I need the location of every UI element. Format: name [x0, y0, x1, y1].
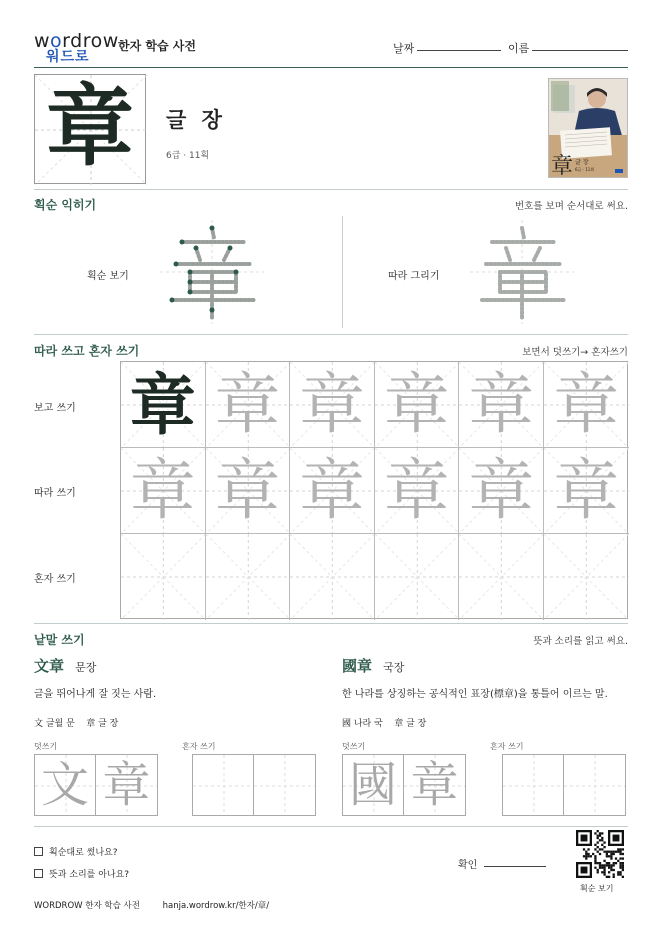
practice-grid: [120, 361, 628, 619]
practice-cell[interactable]: [459, 362, 544, 448]
logo-text-ko: 워드로: [46, 49, 90, 65]
practice-character: 章: [383, 452, 450, 529]
confirm-field[interactable]: [484, 866, 546, 867]
trace-label: 따라 그리기: [388, 271, 440, 282]
thumb-sub: 6급 · 11획: [575, 167, 595, 172]
practice-character: 章: [553, 452, 620, 529]
practice-cell[interactable]: [121, 534, 206, 620]
word-cell[interactable]: [35, 755, 96, 815]
name-label: 이름: [508, 42, 530, 55]
stroke-view-label: 획순 보기: [87, 271, 129, 282]
stroke-section-note: 번호를 보며 순서대로 써요.: [514, 201, 628, 212]
word-cell[interactable]: [404, 755, 465, 815]
wordrow-logo[interactable]: [34, 30, 119, 68]
stroke-section-title: 획순 익히기: [34, 198, 97, 212]
word-trace-character: 章: [102, 757, 151, 813]
thumb-badge: [615, 169, 623, 173]
word-1-heading: [34, 655, 96, 676]
word-2-trace-box[interactable]: [342, 754, 466, 816]
footer-url[interactable]: hanja.wordrow.kr/한자/章/: [162, 901, 270, 911]
name-field[interactable]: [532, 50, 628, 51]
words-section-title: 낱말 쓰기: [34, 633, 85, 647]
word-cell[interactable]: [254, 755, 315, 815]
row-label-look: 보고 쓰기: [34, 403, 76, 414]
qr-caption: 획순 보기: [580, 884, 614, 893]
word-cell[interactable]: [564, 755, 625, 815]
practice-character: 章: [468, 366, 535, 443]
word-2-definition: 한 나라를 상징하는 공식적인 표장(標章)을 통틀어 이르는 말.: [342, 689, 608, 700]
word-1-self-label: 혼자 쓰기: [182, 742, 216, 751]
thumb-character: 章: [551, 154, 574, 178]
hanja-meaning-sound: 글 장: [166, 108, 226, 132]
word-1-reading: 문장: [75, 661, 97, 674]
stroke-divider: [342, 216, 343, 328]
hanja-grade-strokes: 6급 · 11획: [166, 151, 210, 161]
study-illustration: [548, 78, 628, 178]
practice-cell[interactable]: [375, 448, 460, 534]
divider-1: [34, 189, 628, 190]
word-1-trace-label: 덧쓰기: [34, 742, 58, 751]
practice-cell[interactable]: [459, 534, 544, 620]
app-title: 한자 학습 사전: [118, 39, 196, 53]
practice-character: 章: [298, 452, 365, 529]
row-label-self: 혼자 쓰기: [34, 574, 76, 585]
word-2-hanja: 國章: [342, 657, 373, 675]
practice-character: 章: [129, 452, 196, 529]
date-label: 날짜: [393, 42, 415, 55]
main-hanja-character: 章: [45, 74, 134, 178]
checklist-item-2-label: 뜻과 소리를 아나요?: [49, 870, 130, 880]
practice-cell[interactable]: [459, 448, 544, 534]
word-2-trace-label: 덧쓰기: [342, 742, 366, 751]
practice-cell[interactable]: [544, 448, 629, 534]
practice-character: 章: [383, 366, 450, 443]
words-section-note: 뜻과 소리를 읽고 써요.: [533, 636, 628, 647]
practice-character: 章: [129, 366, 196, 444]
footer: [34, 899, 269, 911]
word-2-self-label: 혼자 쓰기: [490, 742, 524, 751]
practice-character: 章: [214, 366, 281, 443]
logo-text-en: wordrow: [34, 30, 119, 52]
checklist-item-1[interactable]: [34, 845, 118, 858]
practice-character: 章: [214, 452, 281, 529]
practice-cell[interactable]: [375, 534, 460, 620]
word-cell[interactable]: [503, 755, 564, 815]
practice-section-note: 보면서 덧쓰기→ 혼자쓰기: [522, 347, 628, 358]
checkbox-1[interactable]: [34, 847, 43, 856]
header-divider: [34, 67, 628, 68]
footer-brand: WORDROW 한자 학습 사전: [34, 901, 140, 911]
practice-cell[interactable]: [290, 362, 375, 448]
word-cell[interactable]: [343, 755, 404, 815]
word-1-definition: 글을 뛰어나게 잘 짓는 사람.: [34, 689, 157, 700]
practice-cell[interactable]: [206, 362, 291, 448]
word-2-reading: 국장: [383, 661, 405, 674]
trace-diagram[interactable]: [470, 220, 574, 324]
practice-character: 章: [468, 452, 535, 529]
word-2-heading: [342, 655, 404, 676]
row-label-trace: 따라 쓰기: [34, 488, 76, 499]
word-1-self-box[interactable]: [192, 754, 316, 816]
divider-2: [34, 334, 628, 335]
stroke-order-svg: [160, 220, 264, 324]
word-cell[interactable]: [193, 755, 254, 815]
practice-cell[interactable]: [375, 362, 460, 448]
practice-character: 章: [298, 366, 365, 443]
practice-cell[interactable]: [206, 534, 291, 620]
confirm-label: 확인: [458, 860, 478, 871]
practice-character: 章: [553, 366, 620, 443]
qr-code[interactable]: [576, 830, 624, 878]
practice-cell[interactable]: [121, 448, 206, 534]
practice-cell[interactable]: [544, 534, 629, 620]
checklist-item-2[interactable]: [34, 867, 129, 880]
divider-3: [34, 623, 628, 624]
practice-section-title: 따라 쓰고 혼자 쓰기: [34, 344, 140, 358]
practice-cell[interactable]: [121, 362, 206, 448]
word-trace-character: 文: [40, 757, 89, 813]
word-cell[interactable]: [96, 755, 157, 815]
thumb-caption: 글 장: [575, 159, 589, 166]
practice-cell[interactable]: [206, 448, 291, 534]
word-2-parts: 國 나라 국 章 글 장: [342, 719, 427, 729]
date-field[interactable]: [417, 50, 501, 51]
word-1-parts: 文 글월 문 章 글 장: [34, 719, 119, 729]
divider-4: [34, 826, 628, 827]
word-trace-character: 國: [348, 757, 397, 813]
word-trace-character: 章: [410, 757, 459, 813]
word-2-self-box[interactable]: [502, 754, 626, 816]
word-1-trace-box[interactable]: [34, 754, 158, 816]
practice-cell[interactable]: [290, 448, 375, 534]
qr-pattern: [576, 830, 624, 878]
checklist-item-1-label: 획순대로 썼나요?: [49, 848, 118, 858]
practice-cell[interactable]: [544, 362, 629, 448]
trace-svg: [470, 220, 574, 324]
practice-cell[interactable]: [290, 534, 375, 620]
word-1-hanja: 文章: [34, 657, 65, 675]
checkbox-2[interactable]: [34, 869, 43, 878]
stroke-order-diagram[interactable]: [160, 220, 264, 324]
